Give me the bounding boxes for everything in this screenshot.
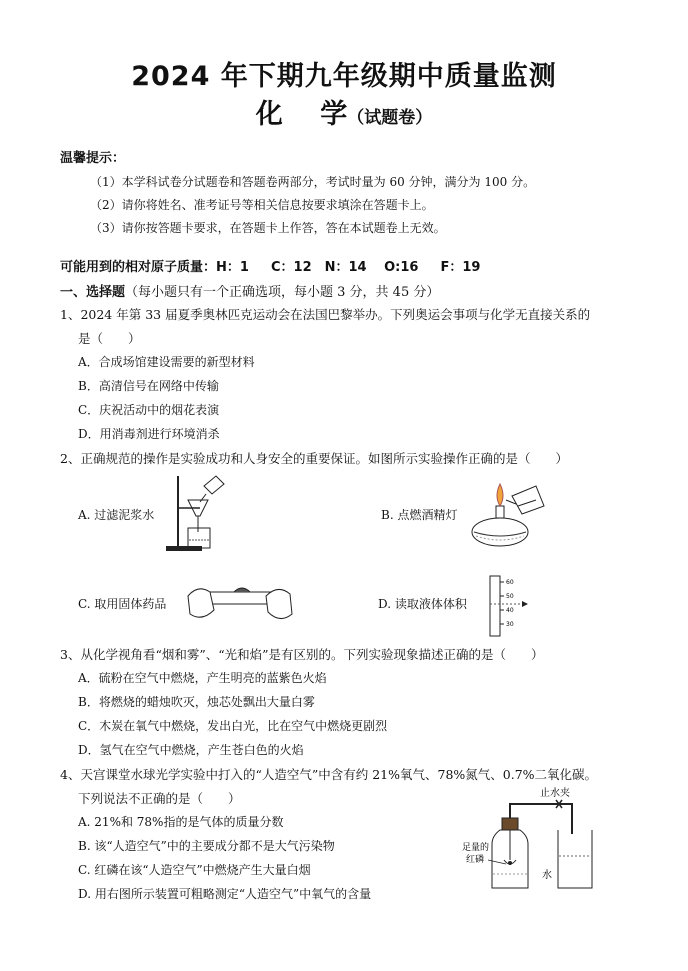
- question-1-option-d: D．用消毒剂进行环境消杀: [78, 427, 220, 441]
- tips-heading: 温馨提示：: [60, 151, 126, 166]
- subject-line: [0, 92, 688, 131]
- phosphorus-label-1: 足量的: [462, 843, 490, 853]
- cylinder-tick-label: 40: [506, 607, 514, 614]
- question-3-option-b: B．将燃烧的蜡烛吹灭，烛芯处飘出大量白雾: [78, 695, 315, 709]
- cylinder-tick-label: 50: [506, 593, 514, 600]
- question-1-option-c: C．庆祝活动中的烟花表演: [78, 403, 220, 417]
- question-4-option-b: B. 该“人造空气”中的主要成分都不是大气污染物: [78, 839, 335, 853]
- question-2-option-d: D. 读取液体体积: [378, 597, 467, 611]
- subject-name: 化 学: [255, 99, 348, 130]
- section-heading: [60, 281, 439, 300]
- question-3-stem: 3、从化学视角看“烟和雾”、“光和焰”是有区别的。下列实验现象描述正确的是（ ）: [60, 647, 544, 662]
- question-3-option-d: D．氢气在空气中燃烧，产生苍白色的火焰: [78, 743, 304, 757]
- phosphorus-label-2: 红磷: [466, 855, 485, 865]
- graduated-cylinder-illustration: [482, 574, 532, 638]
- question-1-option-a: A．合成场馆建设需要的新型材料: [78, 355, 255, 369]
- question-1-option-b: B．高清信号在网络中传输: [78, 379, 219, 393]
- test-tube-solid-illustration: [184, 570, 300, 630]
- question-4-stem: 4、天宫课堂水球光学实验中打入的“人造空气”中含有约 21%氧气、78%氮气、0.7%二氧化碳。: [60, 767, 598, 782]
- question-2-option-c: C. 取用固体药品: [78, 597, 167, 611]
- question-1-stem-cont: 是（ ）: [78, 331, 141, 346]
- exam-title: 2024 年下期九年级期中质量监测: [131, 61, 557, 92]
- clamp-label: 止水夹: [540, 788, 570, 799]
- question-1-stem: 1、2024 年第 33 届夏季奥林匹克运动会在法国巴黎举办。下列奥运会事项与化学无直接关系的: [60, 307, 591, 322]
- section-note: （每小题只有一个正确选项，每小题 3 分，共 45 分）: [125, 285, 440, 300]
- question-2-option-a: A. 过滤泥浆水: [78, 508, 155, 522]
- filtration-illustration: [160, 472, 232, 554]
- question-4-option-c: C. 红磷在该“人造空气”中燃烧产生大量白烟: [78, 863, 311, 877]
- oxygen-measurement-apparatus: [462, 784, 612, 894]
- water-label: 水: [542, 870, 552, 881]
- cylinder-tick-label: 30: [506, 621, 514, 628]
- tip-item: （3）请你按答题卡要求，在答题卡上作答，答在本试题卷上无效。: [90, 221, 446, 235]
- alcohol-lamp-illustration: [462, 476, 552, 552]
- tip-item: （2）请你将姓名、准考证号等相关信息按要求填涂在答题卡上。: [90, 198, 434, 212]
- cylinder-tick-label: 60: [506, 579, 514, 586]
- question-3-option-c: C．木炭在氧气中燃烧，发出白光，比在空气中燃烧更剧烈: [78, 719, 388, 733]
- section-title: 一、选择题: [60, 285, 126, 300]
- question-4-stem-cont: 下列说法不正确的是（ ）: [78, 791, 241, 806]
- question-2-stem: 2、正确规范的操作是实验成功和人身安全的重要保证。如图所示实验操作正确的是（ ）: [60, 451, 568, 466]
- question-4-option-a: A. 21%和 78%指的是气体的质量分数: [78, 815, 284, 829]
- atomic-mass-line: 可能用到的相对原子质量：H：1 C：12 N：14 O:16 F：19: [60, 260, 481, 275]
- question-4-option-d: D. 用右图所示装置可粗略测定“人造空气”中氧气的含量: [78, 887, 372, 901]
- question-3-option-a: A．硫粉在空气中燃烧，产生明亮的蓝紫色火焰: [78, 671, 327, 685]
- tip-item: （1）本学科试卷分试题卷和答题卷两部分，考试时量为 60 分钟，满分为 100 分。: [90, 175, 536, 189]
- subject-note: （试题卷）: [347, 108, 433, 128]
- question-2-option-b: B. 点燃酒精灯: [381, 508, 458, 522]
